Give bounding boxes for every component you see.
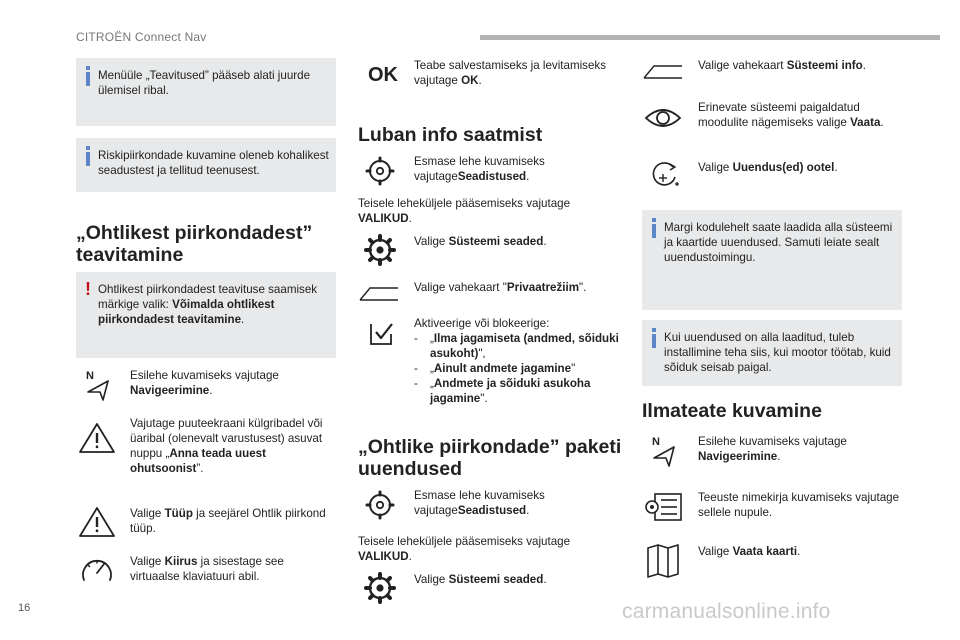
tab-icon[interactable] — [642, 56, 684, 92]
navigation-icon[interactable] — [642, 432, 684, 468]
svg-text:OK: OK — [368, 64, 398, 86]
info-note-menu — [76, 58, 336, 126]
list-settings-icon[interactable] — [642, 488, 684, 524]
step-system-settings: Valige Süsteemi seaded. — [358, 232, 620, 268]
step-ok: OK Teabe salvestamiseks ja levitamiseks vajutage OK. — [358, 56, 620, 92]
step-privacy-tab: Valige vahekaart "Privaatrežiim". — [358, 278, 620, 314]
warning-triangle-icon[interactable] — [76, 420, 118, 456]
section-heading-danger-zones: „Ohtlikest piirkondadest” teavitamine — [76, 222, 313, 266]
step-pending-updates: Valige Uuendus(ed) ootel. — [642, 156, 904, 192]
svg-text:N: N — [86, 370, 94, 382]
step-view-map: Valige Vaata kaarti. — [642, 542, 904, 582]
page-header-title: CITROËN Connect Nav — [76, 30, 207, 44]
warning-triangle-icon[interactable] — [76, 504, 118, 540]
step-system-info-tab: Valige vahekaart Süsteemi info. — [642, 56, 904, 92]
step-navigation-weather: N Esilehe kuvamiseks vajutage Navigeerimine. — [642, 432, 904, 472]
tab-icon[interactable] — [358, 278, 400, 314]
warning-exclamation-icon: ! — [85, 279, 91, 299]
map-icon[interactable] — [642, 542, 684, 578]
info-icon — [650, 218, 658, 238]
step-system-settings-2: Valige Süsteemi seaded. — [358, 570, 620, 606]
eye-icon[interactable] — [642, 100, 684, 136]
step-activate-block: Aktiveerige või blokeerige: - „Ilma jagamiseta (andmed, sõiduki asukoht)", - „Ainult andmete jagamine" - „Andmete ja sõiduki asukoha jagamine". — [358, 316, 620, 412]
header-rule — [480, 35, 940, 40]
section-heading-share-info: Luban info saatmist — [358, 124, 543, 146]
speedometer-icon[interactable] — [76, 552, 118, 588]
section-heading-weather: Ilmateate kuvamine — [642, 400, 822, 422]
step-view-modules: Erinevate süsteemi paigaldatud moodulite nägemiseks valige Vaata. — [642, 100, 904, 136]
options-instruction-2: Teisele leheküljele pääsemiseks vajutage VALIKUD. — [358, 535, 571, 563]
step-settings-2: Esmase lehe kuvamiseks vajutageSeadistused. — [358, 488, 620, 524]
system-settings-gear-icon[interactable] — [358, 570, 400, 606]
info-note-risk — [76, 138, 336, 192]
info-note-text: Riskipiirkondade kuvamine oleneb kohalikest seadustest ja tellitud teenusest. — [98, 149, 329, 177]
watermark-text: carmanualsonline.info — [622, 600, 831, 623]
step-type: Valige Tüüp ja seejärel Ohtlik piirkond tüüp. — [76, 504, 336, 544]
checkbox-icon[interactable] — [358, 316, 400, 352]
info-note-text: Kui uuendused on alla laaditud, tuleb installimine teha siis, kui mootor töötab, kuid sõiduk seisab paigal. — [664, 331, 891, 374]
info-icon — [84, 66, 92, 86]
options-instruction: Teisele leheküljele pääsemiseks vajutage VALIKUD. — [358, 197, 571, 225]
info-icon — [84, 146, 92, 166]
system-settings-gear-icon[interactable] — [358, 232, 400, 268]
section-heading-package-updates: „Ohtlike piirkondade” paketi uuendused — [358, 436, 622, 480]
step-report-zone: Vajutage puuteekraani külgribadel või üaribal (olenevalt varustusest) asuvat nuppu „Anna teada uuest ohutsoonist”. — [76, 414, 336, 484]
info-note-text: Margi kodulehelt saate laadida alla süsteemi ja kaartide uuendused. Samuti leiate sealt uuendustoimingu. — [664, 221, 893, 264]
warning-text: Ohtlikest piirkondadest teavituse saamisek märkige valik: Võimalda ohtlikest piirkondadest teavitamine. — [98, 283, 318, 326]
step-road-list: Teeuste nimekirja kuvamiseks vajutage sellele nupule. — [642, 488, 904, 528]
navigation-icon[interactable] — [76, 366, 118, 402]
info-note-website — [642, 210, 902, 310]
ok-button-icon[interactable] — [358, 58, 400, 94]
step-navigation: N Esilehe kuvamiseks vajutage Navigeerimine. — [76, 366, 336, 406]
info-note-text: Menüüle „Teavitused” pääseb alati juurde ülemisel ribal. — [98, 69, 311, 97]
svg-text:N: N — [652, 436, 660, 448]
settings-gear-icon[interactable] — [358, 488, 400, 524]
info-icon — [650, 328, 658, 348]
warning-note — [76, 272, 336, 358]
settings-gear-icon[interactable] — [358, 154, 400, 190]
page-number: 16 — [18, 602, 31, 614]
update-refresh-icon[interactable] — [642, 156, 684, 192]
step-settings: Esmase lehe kuvamiseks vajutageSeadistused. — [358, 154, 620, 190]
step-speed: Valige Kiirus ja sisestage see virtuaalse klaviatuuri abil. — [76, 552, 336, 592]
info-note-install — [642, 320, 902, 386]
